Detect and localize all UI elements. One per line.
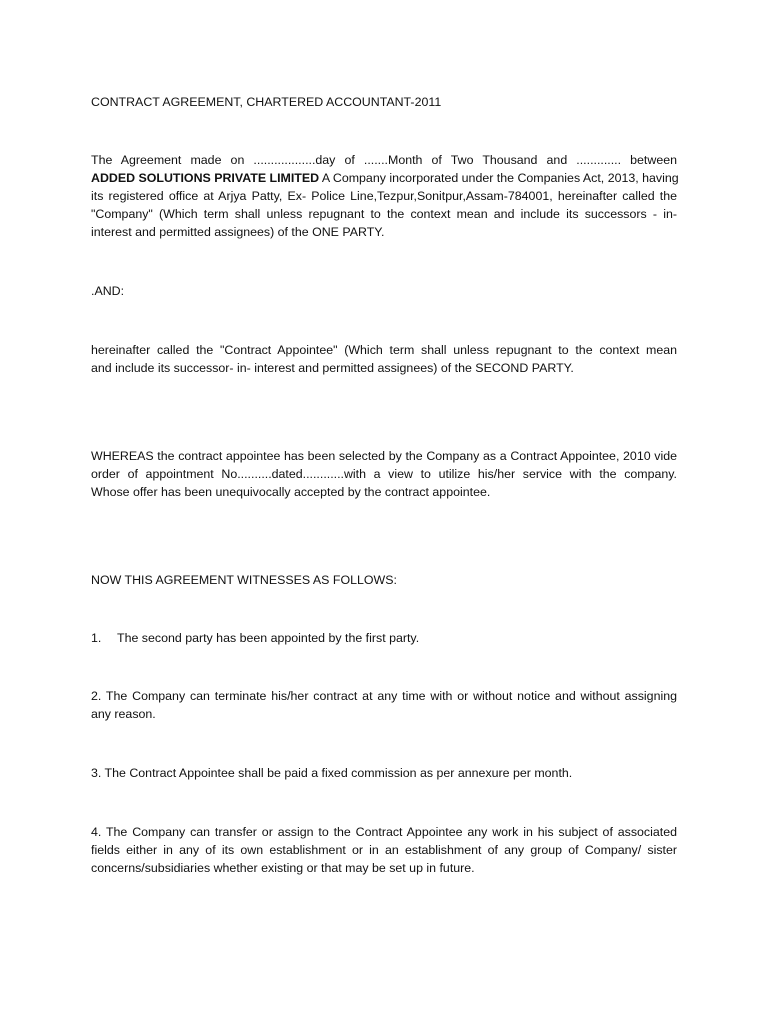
clause-4-line-1: 4. The Company can transfer or assign to the Contract Appointee any work in his subject of associated xyxy=(91,825,677,839)
clause-3: 3. The Contract Appointee shall be paid a fixed commission as per annexure per month. xyxy=(91,766,573,780)
clause-1 xyxy=(91,629,677,647)
document-title: CONTRACT AGREEMENT, CHARTERED ACCOUNTANT-2011 xyxy=(91,95,442,109)
whereas-line-2: order of appointment No..........dated............with a view to utilize his/her service with the company. xyxy=(91,467,677,481)
clause-1-number: 1. xyxy=(91,631,102,645)
clause-2-line-2: any reason. xyxy=(91,707,156,721)
preamble-line-4: "Company" (Which term shall unless repugnant to the context mean and include its successors - in- xyxy=(91,207,677,221)
whereas-line-1: WHEREAS the contract appointee has been selected by the Company as a Contract Appointee, 2010 vide xyxy=(91,449,677,463)
second-party-line-1: hereinafter called the "Contract Appointee" (Which term shall unless repugnant to the context mean xyxy=(91,343,677,357)
preamble-line-2 xyxy=(91,169,677,187)
preamble-line-5: interest and permitted assignees) of the ONE PARTY. xyxy=(91,225,385,239)
preamble-line-2-rest: A Company incorporated under the Companies Act, 2013, having xyxy=(319,171,679,185)
whereas-line-3: Whose offer has been unequivocally accepted by the contract appointee. xyxy=(91,485,491,499)
clause-4-line-3: concerns/subsidiaries whether existing or that may be set up in future. xyxy=(91,861,475,875)
preamble-line-3: its registered office at Arjya Patty, Ex- Police Line,Tezpur,Sonitpur,Assam-784001, hereinafter called the xyxy=(91,189,677,203)
preamble-line-1: The Agreement made on ..................day of .......Month of Two Thousand and ............. between xyxy=(91,153,677,167)
clause-2-line-1: 2. The Company can terminate his/her contract at any time with or without notice and without assigning xyxy=(91,689,677,703)
witnesses-heading: NOW THIS AGREEMENT WITNESSES AS FOLLOWS: xyxy=(91,573,397,587)
clause-4-line-2: fields either in any of its own establishment or in an establishment of any group of Company/ sister xyxy=(91,843,677,857)
clause-1-text: The second party has been appointed by the first party. xyxy=(117,631,420,645)
and-label: .AND: xyxy=(91,284,125,298)
second-party-line-2: and include its successor- in- interest and permitted assignees) of the SECOND PARTY. xyxy=(91,361,574,375)
company-name: ADDED SOLUTIONS PRIVATE LIMITED xyxy=(91,171,320,185)
